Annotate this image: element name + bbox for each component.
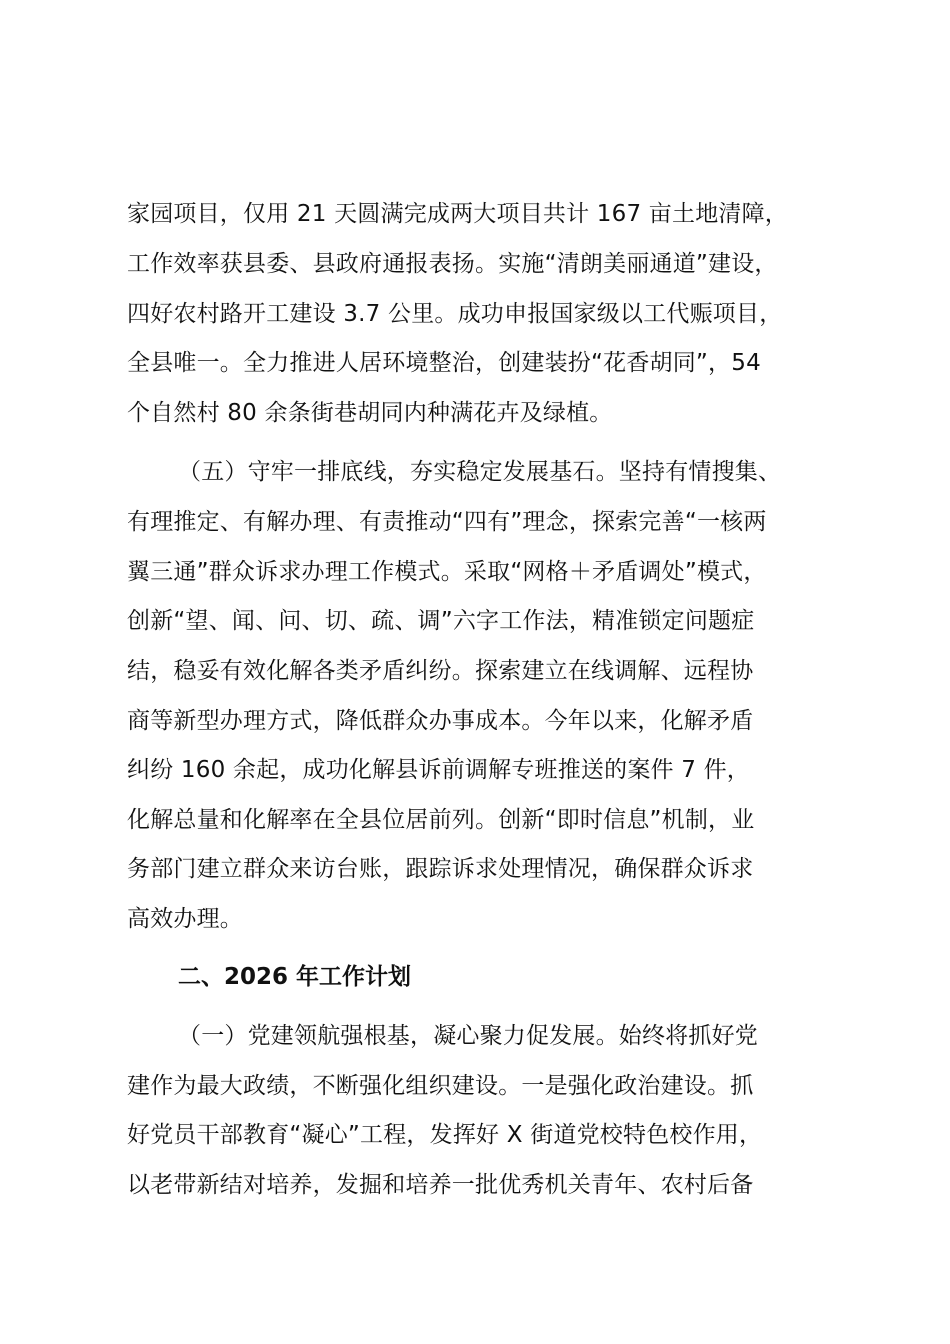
paragraph-1-line-2: 工作效率获县委、县政府通报表扬。实施“清朗美丽通道”建设， <box>127 251 778 277</box>
paragraph-2-line-8: 化解总量和化解率在全县位居前列。创新“即时信息”机制，业 <box>127 807 755 833</box>
paragraph-2-line-3: 翼三通”群众诉求办理工作模式。采取“网格＋矛盾调处”模式， <box>127 559 767 585</box>
paragraph-2-line-6: 商等新型办理方式，降低群众办事成本。今年以来，化解矛盾 <box>127 708 754 734</box>
paragraph-2-line-4: 创新“望、闻、问、切、疏、调”六字工作法，精准锁定问题症 <box>127 608 755 634</box>
paragraph-3-line-3: 好党员干部教育“凝心”工程，发挥好 X 街道党校特色校作用， <box>127 1122 763 1148</box>
paragraph-3-line-4: 以老带新结对培养，发掘和培养一批优秀机关青年、农村后备 <box>127 1172 754 1198</box>
paragraph-1-line-4: 全县唯一。全力推进人居环境整治，创建装扮“花香胡同”，54 <box>127 350 761 376</box>
paragraph-3-line-2: 建作为最大政绩，不断强化组织建设。一是强化政治建设。抓 <box>127 1073 754 1099</box>
paragraph-2-line-10: 高效办理。 <box>127 906 243 932</box>
paragraph-2-line-9: 务部门建立群众来访台账，跟踪诉求处理情况，确保群众诉求 <box>127 856 754 882</box>
paragraph-2-line-5: 结，稳妥有效化解各类矛盾纠纷。探索建立在线调解、远程协 <box>127 658 754 684</box>
paragraph-3-line-1: （一）党建领航强根基，凝心聚力促发展。始终将抓好党 <box>178 1023 758 1049</box>
paragraph-2-line-7: 纠纷 160 余起，成功化解县诉前调解专班推送的案件 7 件， <box>127 757 750 783</box>
paragraph-1-line-5: 个自然村 80 余条街巷胡同内种满花卉及绿植。 <box>127 400 613 426</box>
paragraph-2-line-2: 有理推定、有解办理、有责推动“四有”理念，探索完善“一核两 <box>127 509 767 535</box>
paragraph-2-line-1: （五）守牢一排底线，夯实稳定发展基石。坚持有情搜集、 <box>178 459 782 485</box>
paragraph-1-line-3: 四好农村路开工建设 3.7 公里。成功申报国家级以工代赈项目， <box>127 301 783 327</box>
paragraph-1-line-1: 家园项目，仅用 21 天圆满完成两大项目共计 167 亩土地清障， <box>127 201 789 227</box>
section-heading: 二、2026 年工作计划 <box>178 964 412 990</box>
